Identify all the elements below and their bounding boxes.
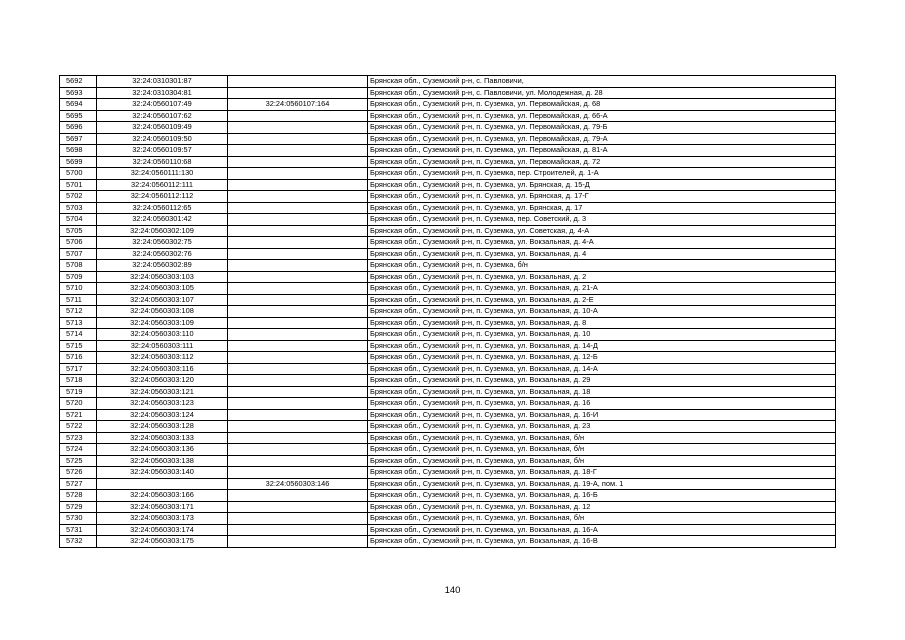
address-cell: Брянская обл., Суземский р-н, п. Суземка, ул. Вокзальная, д. 12 [368,501,836,513]
cadastral-number-cell: 32:24:0560302:75 [97,237,228,249]
address-cell: Брянская обл., Суземский р-н, п. Суземка, ул. Брянская, д. 17 [368,202,836,214]
cadastral-number-cell: 32:24:0560303:110 [97,329,228,341]
table-row [60,432,836,444]
row-number-cell: 5728 [60,490,97,502]
cadastral-number-cell: 32:24:0560112:112 [97,191,228,203]
secondary-cadastral-number-cell [228,271,368,283]
table-row [60,375,836,387]
table-row [60,444,836,456]
row-number-cell: 5712 [60,306,97,318]
secondary-cadastral-number-cell [228,294,368,306]
row-number-cell: 5695 [60,110,97,122]
row-number-cell: 5720 [60,398,97,410]
address-cell: Брянская обл., Суземский р-н, п. Суземка, ул. Вокзальная, д. 16-В [368,536,836,548]
table-row [60,421,836,433]
table-row [60,306,836,318]
row-number-cell: 5711 [60,294,97,306]
table-row [60,490,836,502]
secondary-cadastral-number-cell [228,398,368,410]
secondary-cadastral-number-cell [228,202,368,214]
table-row [60,202,836,214]
address-cell: Брянская обл., Суземский р-н, п. Суземка, ул. Первомайская, д. 72 [368,156,836,168]
row-number-cell: 5708 [60,260,97,272]
address-cell: Брянская обл., Суземский р-н, п. Суземка, ул. Первомайская, д. 81-А [368,145,836,157]
address-cell: Брянская обл., Суземский р-н, п. Суземка, пер. Строителей, д. 1-А [368,168,836,180]
row-number-cell: 5713 [60,317,97,329]
table-row [60,340,836,352]
address-cell: Брянская обл., Суземский р-н, п. Суземка, ул. Вокзальная, д. 16 [368,398,836,410]
secondary-cadastral-number-cell [228,179,368,191]
cadastral-number-cell: 32:24:0560109:50 [97,133,228,145]
row-number-cell: 5727 [60,478,97,490]
secondary-cadastral-number-cell [228,225,368,237]
address-cell: Брянская обл., Суземский р-н, с. Павловичи, [368,76,836,88]
page-number: 140 [444,585,461,596]
row-number-cell: 5705 [60,225,97,237]
cadastral-number-cell: 32:24:0560303:103 [97,271,228,283]
address-cell: Брянская обл., Суземский р-н, п. Суземка, ул. Вокзальная, д. 14-Д [368,340,836,352]
secondary-cadastral-number-cell [228,490,368,502]
address-cell: Брянская обл., Суземский р-н, п. Суземка, ул. Первомайская, д. 68 [368,99,836,111]
address-cell: Брянская обл., Суземский р-н, с. Павловичи, ул. Молодежная, д. 28 [368,87,836,99]
table-row [60,156,836,168]
table-row [60,122,836,134]
address-cell: Брянская обл., Суземский р-н, п. Суземка, б/н [368,260,836,272]
address-cell: Брянская обл., Суземский р-н, п. Суземка, ул. Вокзальная, б/н [368,513,836,525]
cadastral-number-cell: 32:24:0560107:49 [97,99,228,111]
cadastral-number-cell: 32:24:0560112:65 [97,202,228,214]
address-cell: Брянская обл., Суземский р-н, п. Суземка, ул. Вокзальная, д. 4-А [368,237,836,249]
secondary-cadastral-number-cell [228,386,368,398]
secondary-cadastral-number-cell [228,317,368,329]
row-number-cell: 5698 [60,145,97,157]
row-number-cell: 5693 [60,87,97,99]
secondary-cadastral-number-cell [228,283,368,295]
address-cell: Брянская обл., Суземский р-н, п. Суземка, ул. Вокзальная, д. 16-А [368,524,836,536]
address-cell: Брянская обл., Суземский р-н, п. Суземка, ул. Советская, д. 4-А [368,225,836,237]
secondary-cadastral-number-cell [228,133,368,145]
secondary-cadastral-number-cell [228,524,368,536]
row-number-cell: 5730 [60,513,97,525]
secondary-cadastral-number-cell [228,168,368,180]
address-cell: Брянская обл., Суземский р-н, п. Суземка, ул. Вокзальная, д. 29 [368,375,836,387]
row-number-cell: 5706 [60,237,97,249]
row-number-cell: 5697 [60,133,97,145]
table-row [60,283,836,295]
address-cell: Брянская обл., Суземский р-н, п. Суземка, ул. Вокзальная, д. 16-И [368,409,836,421]
secondary-cadastral-number-cell [228,444,368,456]
secondary-cadastral-number-cell [228,375,368,387]
cadastral-number-cell: 32:24:0560303:124 [97,409,228,421]
cadastral-number-cell: 32:24:0560302:89 [97,260,228,272]
secondary-cadastral-number-cell [228,156,368,168]
row-number-cell: 5715 [60,340,97,352]
table-row [60,168,836,180]
row-number-cell: 5731 [60,524,97,536]
row-number-cell: 5703 [60,202,97,214]
secondary-cadastral-number-cell [228,329,368,341]
cadastral-number-cell: 32:24:0560111:130 [97,168,228,180]
table-row [60,145,836,157]
secondary-cadastral-number-cell [228,76,368,88]
cadastral-number-cell: 32:24:0560303:166 [97,490,228,502]
row-number-cell: 5707 [60,248,97,260]
table-row [60,386,836,398]
table-row [60,271,836,283]
address-cell: Брянская обл., Суземский р-н, п. Суземка, ул. Вокзальная, д. 10 [368,329,836,341]
cadastral-number-cell: 32:24:0560303:109 [97,317,228,329]
secondary-cadastral-number-cell [228,513,368,525]
row-number-cell: 5724 [60,444,97,456]
cadastral-number-cell: 32:24:0560303:116 [97,363,228,375]
table-row [60,76,836,88]
table-row [60,294,836,306]
cadastral-number-cell [97,478,228,490]
table-row [60,524,836,536]
cadastral-number-cell: 32:24:0560303:108 [97,306,228,318]
table-row [60,133,836,145]
address-cell: Брянская обл., Суземский р-н, п. Суземка, ул. Вокзальная, д. 19-А, пом. 1 [368,478,836,490]
table-row [60,237,836,249]
table-row [60,317,836,329]
row-number-cell: 5714 [60,329,97,341]
cadastral-number-cell: 32:24:0560303:175 [97,536,228,548]
table-row [60,214,836,226]
secondary-cadastral-number-cell [228,237,368,249]
table-row [60,87,836,99]
cadastral-number-cell: 32:24:0560303:174 [97,524,228,536]
secondary-cadastral-number-cell [228,467,368,479]
address-cell: Брянская обл., Суземский р-н, п. Суземка, ул. Вокзальная, д. 10-А [368,306,836,318]
row-number-cell: 5723 [60,432,97,444]
table-row [60,110,836,122]
row-number-cell: 5722 [60,421,97,433]
address-cell: Брянская обл., Суземский р-н, п. Суземка, ул. Брянская, д. 17-Г [368,191,836,203]
table-row [60,409,836,421]
secondary-cadastral-number-cell [228,306,368,318]
cadastral-number-cell: 32:24:0560303:171 [97,501,228,513]
address-cell: Брянская обл., Суземский р-н, п. Суземка, пер. Советский, д. 3 [368,214,836,226]
secondary-cadastral-number-cell [228,501,368,513]
address-cell: Брянская обл., Суземский р-н, п. Суземка, ул. Вокзальная, д. 2-Е [368,294,836,306]
cadastral-number-cell: 32:24:0560112:111 [97,179,228,191]
cadastral-number-cell: 32:24:0560301:42 [97,214,228,226]
cadastral-number-cell: 32:24:0560303:128 [97,421,228,433]
row-number-cell: 5704 [60,214,97,226]
row-number-cell: 5719 [60,386,97,398]
secondary-cadastral-number-cell [228,191,368,203]
address-cell: Брянская обл., Суземский р-н, п. Суземка, ул. Вокзальная, д. 2 [368,271,836,283]
address-cell: Брянская обл., Суземский р-н, п. Суземка, ул. Брянская, д. 15-Д [368,179,836,191]
cadastral-number-cell: 32:24:0560302:76 [97,248,228,260]
row-number-cell: 5729 [60,501,97,513]
address-cell: Брянская обл., Суземский р-н, п. Суземка, ул. Вокзальная, д. 16-Б [368,490,836,502]
address-cell: Брянская обл., Суземский р-н, п. Суземка, ул. Вокзальная, б/н [368,444,836,456]
row-number-cell: 5716 [60,352,97,364]
row-number-cell: 5699 [60,156,97,168]
table-row [60,501,836,513]
address-cell: Брянская обл., Суземский р-н, п. Суземка, ул. Вокзальная, д. 12-Б [368,352,836,364]
secondary-cadastral-number-cell [228,363,368,375]
cadastral-number-cell: 32:24:0560302:109 [97,225,228,237]
cadastral-number-cell: 32:24:0560303:140 [97,467,228,479]
secondary-cadastral-number-cell [228,248,368,260]
row-number-cell: 5709 [60,271,97,283]
secondary-cadastral-number-cell [228,409,368,421]
cadastral-number-cell: 32:24:0560303:120 [97,375,228,387]
secondary-cadastral-number-cell [228,145,368,157]
row-number-cell: 5717 [60,363,97,375]
table-row [60,398,836,410]
secondary-cadastral-number-cell [228,421,368,433]
secondary-cadastral-number-cell [228,110,368,122]
table-row [60,260,836,272]
row-number-cell: 5721 [60,409,97,421]
cadastral-number-cell: 32:24:0560110:68 [97,156,228,168]
cadastral-number-cell: 32:24:0560303:105 [97,283,228,295]
cadastral-number-cell: 32:24:0560303:173 [97,513,228,525]
table-row [60,513,836,525]
table-row [60,191,836,203]
table-row [60,248,836,260]
cadastral-number-cell: 32:24:0560303:138 [97,455,228,467]
address-cell: Брянская обл., Суземский р-н, п. Суземка, ул. Вокзальная, д. 23 [368,421,836,433]
cadastral-number-cell: 32:24:0310301:87 [97,76,228,88]
cadastral-number-cell: 32:24:0560303:121 [97,386,228,398]
table-row [60,179,836,191]
secondary-cadastral-number-cell [228,536,368,548]
address-cell: Брянская обл., Суземский р-н, п. Суземка, ул. Вокзальная, д. 18-Г [368,467,836,479]
secondary-cadastral-number-cell [228,352,368,364]
table-row [60,225,836,237]
table-body [60,76,836,548]
cadastral-number-cell: 32:24:0560303:112 [97,352,228,364]
secondary-cadastral-number-cell [228,432,368,444]
cadastral-number-cell: 32:24:0560109:57 [97,145,228,157]
address-cell: Брянская обл., Суземский р-н, п. Суземка, ул. Первомайская, д. 79-Б [368,122,836,134]
address-cell: Брянская обл., Суземский р-н, п. Суземка, ул. Первомайская, д. 66-А [368,110,836,122]
row-number-cell: 5726 [60,467,97,479]
cadastral-number-cell: 32:24:0560109:49 [97,122,228,134]
row-number-cell: 5732 [60,536,97,548]
address-cell: Брянская обл., Суземский р-н, п. Суземка, ул. Вокзальная, д. 14-А [368,363,836,375]
table-row [60,478,836,490]
table-row [60,455,836,467]
table-row [60,363,836,375]
row-number-cell: 5700 [60,168,97,180]
secondary-cadastral-number-cell: 32:24:0560303:146 [228,478,368,490]
address-cell: Брянская обл., Суземский р-н, п. Суземка, ул. Вокзальная, д. 8 [368,317,836,329]
secondary-cadastral-number-cell [228,455,368,467]
address-cell: Брянская обл., Суземский р-н, п. Суземка, ул. Вокзальная, д. 18 [368,386,836,398]
cadastral-number-cell: 32:24:0560303:107 [97,294,228,306]
table-row [60,352,836,364]
row-number-cell: 5718 [60,375,97,387]
row-number-cell: 5710 [60,283,97,295]
secondary-cadastral-number-cell [228,214,368,226]
cadastral-number-cell: 32:24:0310304:81 [97,87,228,99]
row-number-cell: 5725 [60,455,97,467]
address-cell: Брянская обл., Суземский р-н, п. Суземка, ул. Вокзальная, д. 4 [368,248,836,260]
address-cell: Брянская обл., Суземский р-н, п. Суземка, ул. Вокзальная, б/н [368,432,836,444]
property-table [59,75,836,548]
table-row [60,329,836,341]
row-number-cell: 5692 [60,76,97,88]
row-number-cell: 5694 [60,99,97,111]
secondary-cadastral-number-cell [228,260,368,272]
secondary-cadastral-number-cell [228,340,368,352]
cadastral-number-cell: 32:24:0560303:111 [97,340,228,352]
cadastral-number-cell: 32:24:0560303:136 [97,444,228,456]
cadastral-number-cell: 32:24:0560303:123 [97,398,228,410]
address-cell: Брянская обл., Суземский р-н, п. Суземка, ул. Первомайская, д. 79-А [368,133,836,145]
table-row [60,536,836,548]
secondary-cadastral-number-cell [228,87,368,99]
secondary-cadastral-number-cell [228,122,368,134]
table-row [60,99,836,111]
row-number-cell: 5701 [60,179,97,191]
secondary-cadastral-number-cell: 32:24:0560107:164 [228,99,368,111]
row-number-cell: 5696 [60,122,97,134]
cadastral-number-cell: 32:24:0560107:62 [97,110,228,122]
address-cell: Брянская обл., Суземский р-н, п. Суземка, ул. Вокзальная, б/н [368,455,836,467]
row-number-cell: 5702 [60,191,97,203]
cadastral-number-cell: 32:24:0560303:133 [97,432,228,444]
table-row [60,467,836,479]
address-cell: Брянская обл., Суземский р-н, п. Суземка, ул. Вокзальная, д. 21-А [368,283,836,295]
